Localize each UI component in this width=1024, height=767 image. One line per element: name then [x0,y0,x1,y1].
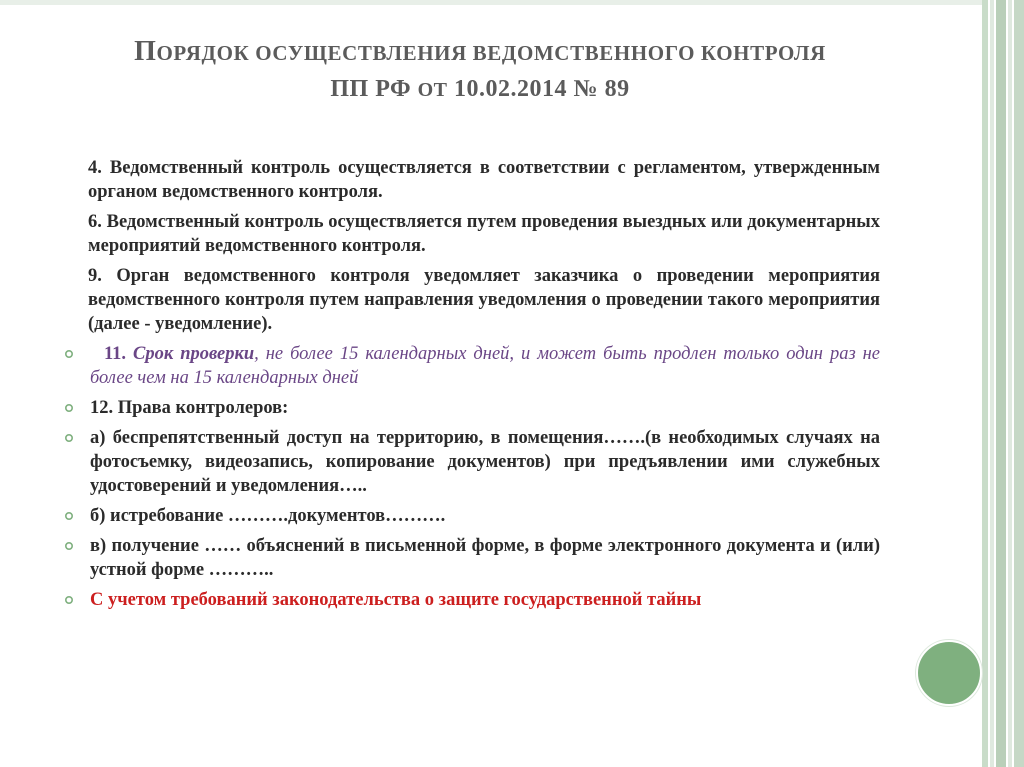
side-stripe [996,0,1006,767]
side-stripe [990,0,994,767]
ring-bullet-icon [64,349,74,359]
ring-bullet-icon [64,595,74,605]
side-stripe [1008,0,1012,767]
bullet-item-b [64,504,880,528]
bullet-item-12 [64,396,880,420]
item-a-text: а) беспрепятственный доступ на территорию, в помещения…….(в необходимых случаях на фотосъемку, видеозапись, копирование документов) при предъявлении ими служебных удостоверений и уведомления….. [90,428,880,496]
title-from: ОТ [417,79,448,101]
ring-bullet-icon [64,511,74,521]
title-doc: ПП РФ [330,76,412,102]
item-12-text: 12. Права контролеров: [90,398,289,418]
title-text: ОРЯДОК ОСУЩЕСТВЛЕНИЯ ВЕДОМСТВЕННОГО КОНТРОЛЯ [156,41,826,65]
ring-bullet-icon [64,433,74,443]
slide-content [64,156,880,618]
green-circle-decor [916,640,982,706]
paragraph-4: 4. Ведомственный контроль осуществляется в соответствии с регламентом, утвержденным органом ведомственного контроля. [88,158,880,202]
ring-bullet-icon [64,541,74,551]
paragraph-6: 6. Ведомственный контроль осуществляется путем проведения выездных или документарных мероприятий ведомственного контроля. [88,212,880,256]
ring-bullet-icon [64,403,74,413]
item-red-text: С учетом требований законодательства о защите государственной тайны [90,590,702,610]
top-decor-line [0,0,982,5]
title-line-2 [60,71,900,108]
bullet-item-v [64,534,880,582]
title-initial: П [134,36,157,67]
slide-title [60,34,900,108]
title-line-1 [60,34,900,71]
bullet-item-a [64,426,880,498]
bullet-item-11 [64,342,880,390]
item-11-term: Срок проверки [133,344,255,364]
item-b-text: б) истребование ……….документов………. [90,506,446,526]
side-stripe [982,0,988,767]
side-stripe [1014,0,1024,767]
bullet-item-red [64,588,880,612]
item-11-text: , не более 15 календарных дней, и может быть продлен только один раз не более чем на 15 календарных дней [90,344,881,388]
paragraph-9: 9. Орган ведомственного контроля уведомляет заказчика о проведении мероприятия ведомственного контроля путем направления уведомления о проведении такого мероприятия (далее - уведомление). [88,266,880,334]
title-date-number: 10.02.2014 № 89 [453,76,630,102]
item-v-text: в) получение …… объяснений в письменной форме, в форме электронного документа и (или) устной форме ……….. [90,536,880,580]
item-11-number: 11. [103,344,127,364]
